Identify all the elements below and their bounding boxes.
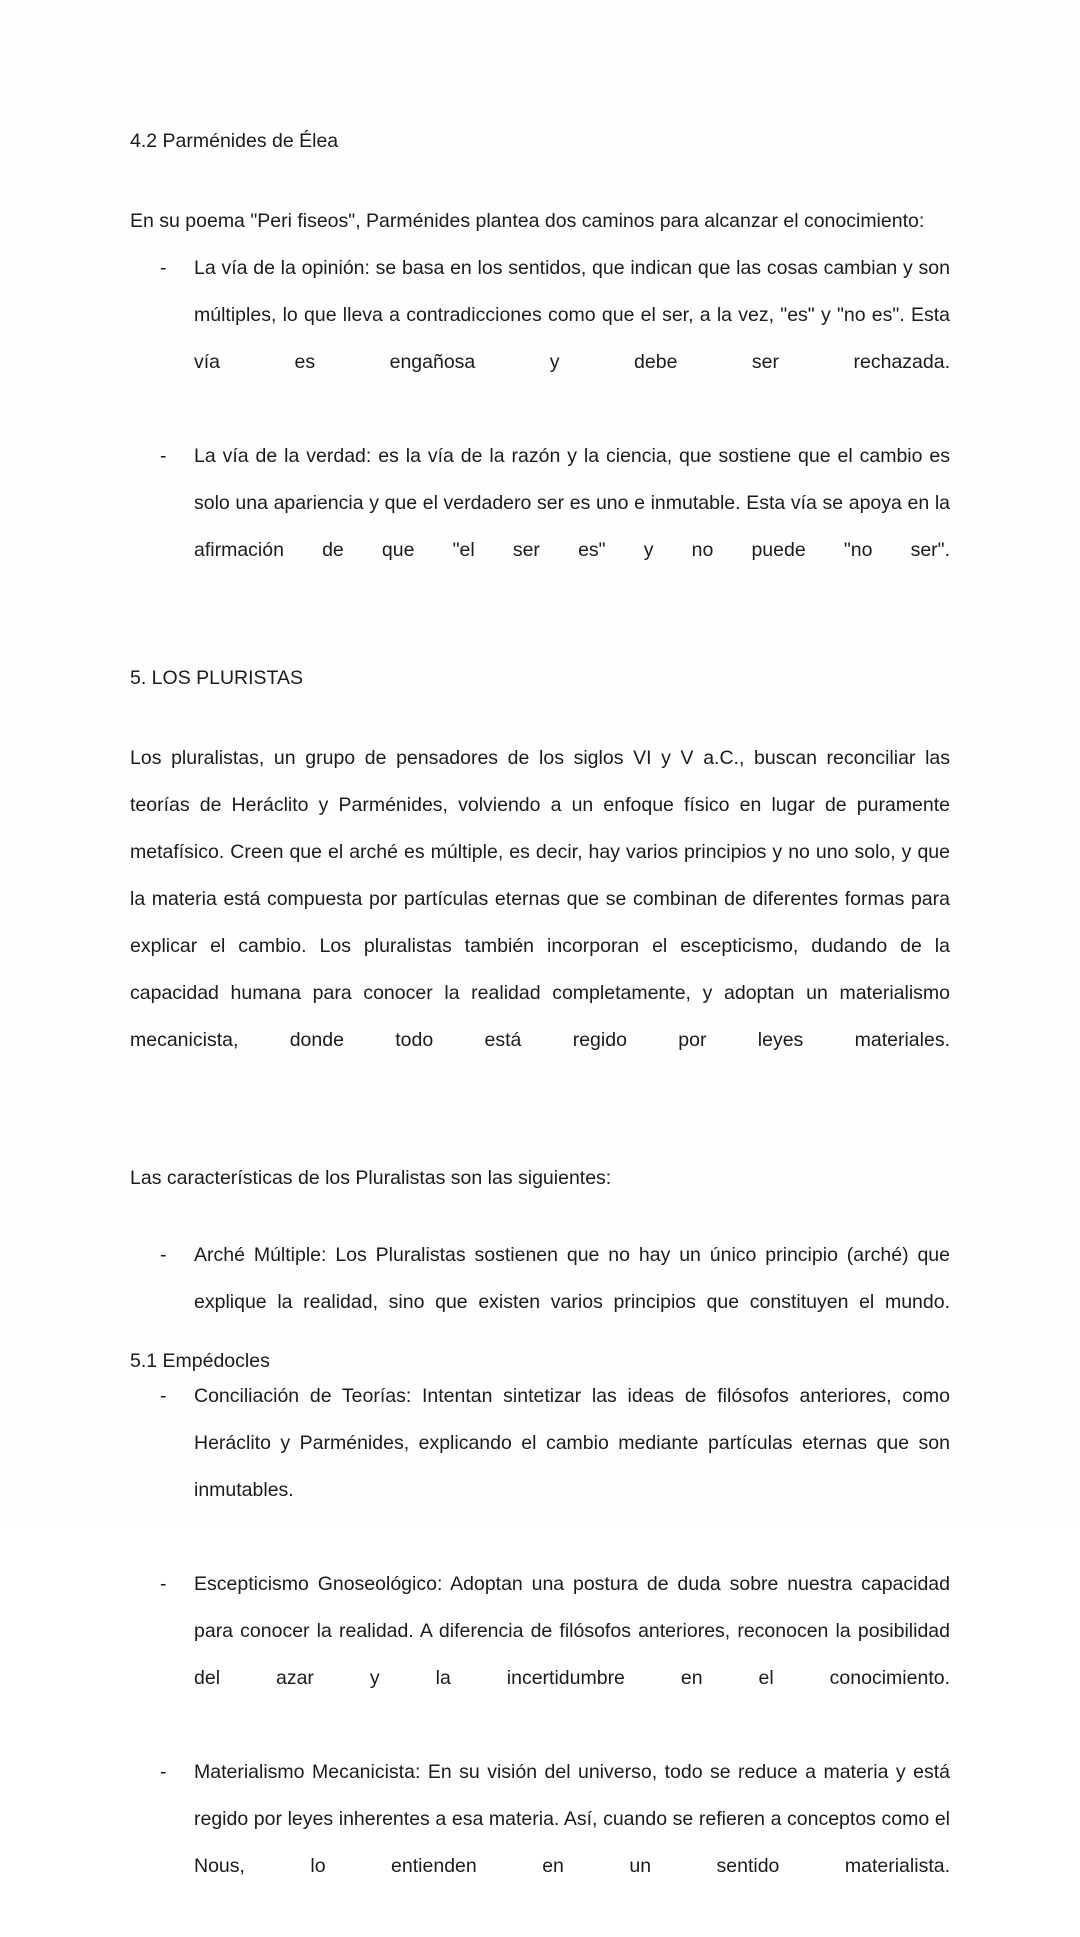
list-item [130, 1749, 950, 1937]
document-body [130, 128, 950, 1937]
list-parmenides-ways [130, 245, 950, 621]
dash-marker: - [160, 1385, 167, 1407]
spacer [130, 621, 950, 665]
list-item-text: Arché Múltiple: Los Pluralistas sostienen que no hay un único principio (arché) que explique la realidad, sino que existen varios principios que constituyen el mundo. [194, 1244, 950, 1313]
heading-5-1-empedocles: 5.1 Empédocles [130, 1350, 270, 1372]
paragraph-parmenides-intro: En su poema "Peri fiseos", Parménides plantea dos caminos para alcanzar el conocimiento: [130, 210, 925, 232]
dash-marker: - [160, 445, 167, 467]
list-item-text: Escepticismo Gnoseológico: Adoptan una postura de duda sobre nuestra capacidad para conocer la realidad. A diferencia de filósofos anteriores, reconocen la posibilidad del azar y la incertidumbre en el conocimiento. [194, 1573, 950, 1689]
list-item-text: La vía de la verdad: es la vía de la razón y la ciencia, que sostiene que el cambio es solo una apariencia y que el verdadero ser es uno e inmutable. Esta vía se apoya en la afirmación de que "el ser es" y no puede "no ser". [194, 445, 950, 561]
list-item [130, 1561, 950, 1749]
dash-marker: - [160, 1573, 167, 1595]
list-item [130, 245, 950, 433]
list-caracteristicas [130, 1232, 950, 1937]
spacer [130, 154, 950, 198]
dash-marker: - [160, 1244, 167, 1266]
spacer [130, 1111, 950, 1155]
heading-5-los-pluristas: 5. LOS PLURISTAS [130, 667, 304, 689]
list-item-text: Materialismo Mecanicista: En su visión del universo, todo se reduce a materia y está regido por leyes inherentes a esa materia. Así, cuando se refieren a conceptos como el Nous, lo entienden en un sentido materialista. [194, 1761, 950, 1877]
list-item [130, 1373, 950, 1561]
list-item-text: Conciliación de Teorías: Intentan sintetizar las ideas de filósofos anteriores, como Heráclito y Parménides, explicando el cambio mediante partículas eternas que son inmutables. [194, 1385, 950, 1501]
dash-marker: - [160, 257, 167, 279]
list-item [130, 433, 950, 621]
paragraph-caracteristicas-intro: Las características de los Pluralistas son las siguientes: [130, 1167, 612, 1189]
spacer [130, 1202, 950, 1232]
paragraph-pluralistas: Los pluralistas, un grupo de pensadores de los siglos VI y V a.C., buscan reconciliar las teorías de Heráclito y Parménides, volviendo a un enfoque físico en lugar de puramente metafísico. Creen que el arché es múltiple, es decir, hay varios principios y no uno solo, y que la materia está compuesta por partículas eternas que se combinan de diferentes formas para explicar el cambio. Los pluralistas también incorporan el escepticismo, dudando de la capacidad humana para conocer la realidad completamente, y adoptan un materialismo mecanicista, donde todo está regido por leyes materiales. [130, 747, 950, 1051]
spacer [130, 691, 950, 735]
list-item-text: La vía de la opinión: se basa en los sentidos, que indican que las cosas cambian y son múltiples, lo que lleva a contradicciones como que el ser, a la vez, "es" y "no es". Esta vía es engañosa y debe ser rechazada. [194, 257, 950, 373]
heading-4-2-parmenides: 4.2 Parménides de Élea [130, 130, 339, 152]
dash-marker: - [160, 1761, 167, 1783]
